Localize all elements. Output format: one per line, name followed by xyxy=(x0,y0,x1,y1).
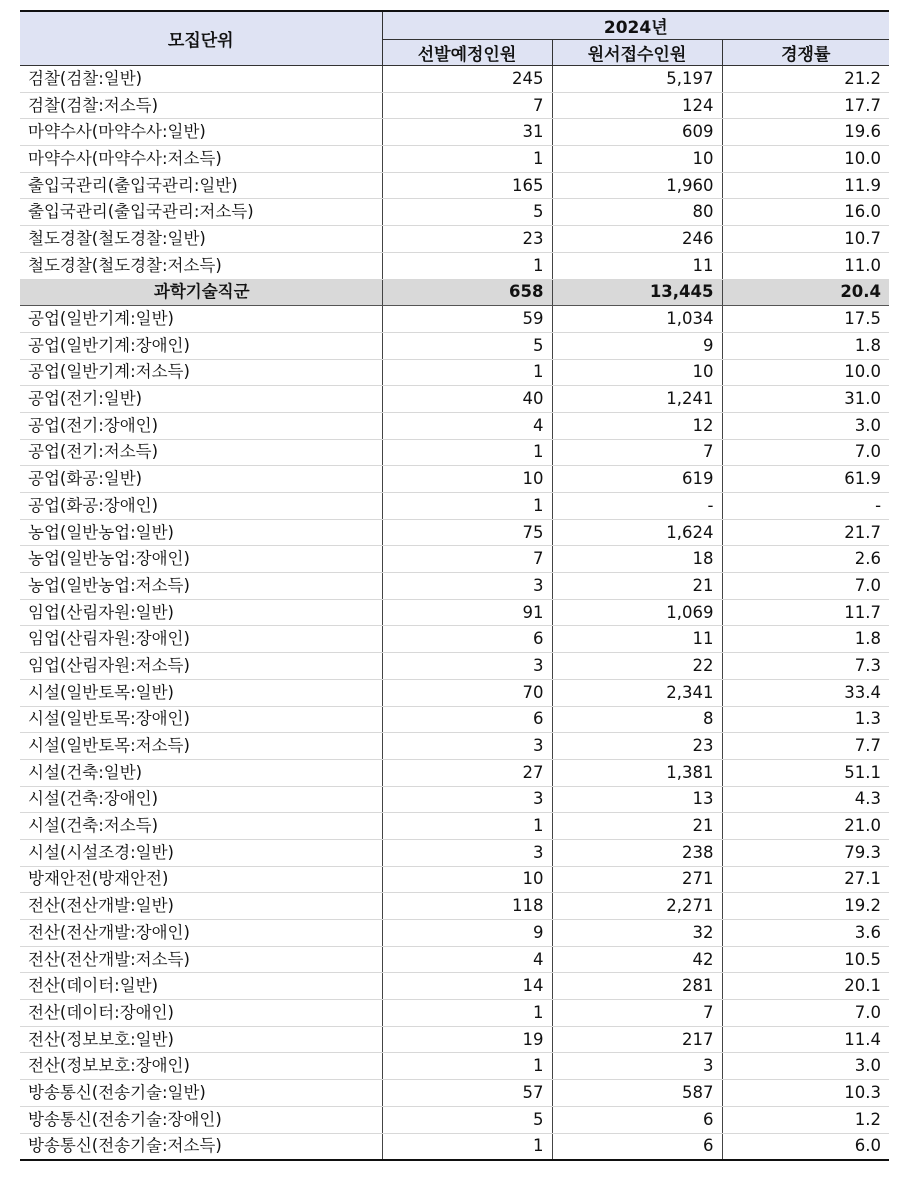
table-row xyxy=(20,119,889,146)
cell-planned: 5 xyxy=(382,199,552,226)
table-row xyxy=(20,866,889,893)
cell-unit-name: 방송통신(전송기술:저소득) xyxy=(20,1133,382,1160)
cell-applicants: 8 xyxy=(552,706,722,733)
cell-ratio: 1.3 xyxy=(722,706,889,733)
cell-ratio: 11.7 xyxy=(722,599,889,626)
cell-applicants: 619 xyxy=(552,466,722,493)
cell-unit-name: 시설(시설조경:일반) xyxy=(20,839,382,866)
table-header xyxy=(20,11,889,66)
cell-unit-name: 공업(일반기계:일반) xyxy=(20,306,382,333)
group-row xyxy=(20,279,889,306)
cell-planned: 31 xyxy=(382,119,552,146)
cell-ratio: 10.3 xyxy=(722,1080,889,1107)
cell-applicants: 587 xyxy=(552,1080,722,1107)
cell-applicants: 22 xyxy=(552,653,722,680)
cell-unit-name: 농업(일반농업:저소득) xyxy=(20,573,382,600)
cell-planned: 59 xyxy=(382,306,552,333)
cell-unit-name: 검찰(검찰:저소득) xyxy=(20,92,382,119)
cell-planned: 245 xyxy=(382,66,552,93)
cell-ratio: 1.8 xyxy=(722,332,889,359)
table-row xyxy=(20,893,889,920)
cell-planned: 75 xyxy=(382,519,552,546)
cell-planned: 1 xyxy=(382,439,552,466)
cell-ratio: 1.8 xyxy=(722,626,889,653)
table-row xyxy=(20,252,889,279)
cell-ratio: 27.1 xyxy=(722,866,889,893)
cell-planned: 6 xyxy=(382,706,552,733)
cell-unit-name: 전산(데이터:장애인) xyxy=(20,1000,382,1027)
table-row xyxy=(20,66,889,93)
cell-applicants: 2,271 xyxy=(552,893,722,920)
table-row xyxy=(20,973,889,1000)
cell-ratio: 3.6 xyxy=(722,920,889,947)
cell-planned: 27 xyxy=(382,759,552,786)
cell-ratio: 61.9 xyxy=(722,466,889,493)
cell-ratio: 21.0 xyxy=(722,813,889,840)
cell-planned: 3 xyxy=(382,786,552,813)
cell-planned: 658 xyxy=(382,279,552,306)
cell-planned: 1 xyxy=(382,813,552,840)
cell-unit-name: 시설(일반토목:장애인) xyxy=(20,706,382,733)
cell-planned: 1 xyxy=(382,1000,552,1027)
cell-unit-name: 방재안전(방재안전) xyxy=(20,866,382,893)
cell-unit-name: 시설(건축:일반) xyxy=(20,759,382,786)
cell-applicants: 32 xyxy=(552,920,722,947)
cell-planned: 3 xyxy=(382,573,552,600)
cell-planned: 7 xyxy=(382,92,552,119)
header-planned: 선발예정인원 xyxy=(382,39,552,66)
table-row xyxy=(20,813,889,840)
table-row xyxy=(20,839,889,866)
cell-applicants: 238 xyxy=(552,839,722,866)
cell-unit-name: 임업(산림자원:일반) xyxy=(20,599,382,626)
cell-ratio: 17.5 xyxy=(722,306,889,333)
table-row xyxy=(20,1026,889,1053)
table-row xyxy=(20,599,889,626)
cell-planned: 1 xyxy=(382,1053,552,1080)
cell-applicants: 12 xyxy=(552,412,722,439)
cell-unit-name: 방송통신(전송기술:장애인) xyxy=(20,1106,382,1133)
table-row xyxy=(20,786,889,813)
cell-applicants: 18 xyxy=(552,546,722,573)
cell-applicants: 1,069 xyxy=(552,599,722,626)
cell-applicants: 21 xyxy=(552,813,722,840)
table-row xyxy=(20,1080,889,1107)
cell-unit-name: 임업(산림자원:장애인) xyxy=(20,626,382,653)
table-row xyxy=(20,92,889,119)
header-year: 2024년 xyxy=(382,11,889,39)
cell-ratio: 11.4 xyxy=(722,1026,889,1053)
table-row xyxy=(20,1000,889,1027)
cell-applicants: 3 xyxy=(552,1053,722,1080)
cell-planned: 1 xyxy=(382,146,552,173)
header-unit: 모집단위 xyxy=(20,11,382,66)
cell-ratio: 7.3 xyxy=(722,653,889,680)
table-row xyxy=(20,359,889,386)
cell-unit-name: 출입국관리(출입국관리:저소득) xyxy=(20,199,382,226)
cell-ratio: 7.0 xyxy=(722,439,889,466)
cell-unit-name: 농업(일반농업:장애인) xyxy=(20,546,382,573)
cell-ratio: 21.7 xyxy=(722,519,889,546)
cell-ratio: 33.4 xyxy=(722,679,889,706)
cell-ratio: 4.3 xyxy=(722,786,889,813)
cell-ratio: 10.7 xyxy=(722,226,889,253)
cell-unit-name: 시설(건축:저소득) xyxy=(20,813,382,840)
cell-unit-name: 전산(전산개발:저소득) xyxy=(20,946,382,973)
cell-applicants: 11 xyxy=(552,626,722,653)
cell-ratio: 6.0 xyxy=(722,1133,889,1160)
table-row xyxy=(20,573,889,600)
cell-unit-name: 과학기술직군 xyxy=(20,279,382,306)
cell-unit-name: 출입국관리(출입국관리:일반) xyxy=(20,172,382,199)
cell-unit-name: 공업(전기:일반) xyxy=(20,386,382,413)
cell-applicants: 23 xyxy=(552,733,722,760)
cell-planned: 10 xyxy=(382,866,552,893)
cell-planned: 9 xyxy=(382,920,552,947)
header-ratio: 경쟁률 xyxy=(722,39,889,66)
table-row xyxy=(20,733,889,760)
cell-ratio: 1.2 xyxy=(722,1106,889,1133)
cell-ratio: 79.3 xyxy=(722,839,889,866)
cell-planned: 23 xyxy=(382,226,552,253)
cell-planned: 1 xyxy=(382,493,552,520)
table-row xyxy=(20,466,889,493)
cell-ratio: 19.6 xyxy=(722,119,889,146)
cell-applicants: 10 xyxy=(552,146,722,173)
cell-planned: 4 xyxy=(382,412,552,439)
cell-applicants: 10 xyxy=(552,359,722,386)
cell-unit-name: 공업(화공:장애인) xyxy=(20,493,382,520)
table-row xyxy=(20,332,889,359)
table-row xyxy=(20,626,889,653)
cell-unit-name: 시설(일반토목:일반) xyxy=(20,679,382,706)
cell-unit-name: 공업(전기:장애인) xyxy=(20,412,382,439)
cell-ratio: 7.0 xyxy=(722,1000,889,1027)
cell-ratio: 21.2 xyxy=(722,66,889,93)
cell-ratio: 10.0 xyxy=(722,359,889,386)
cell-applicants: 13,445 xyxy=(552,279,722,306)
cell-applicants: 1,241 xyxy=(552,386,722,413)
cell-unit-name: 전산(정보보호:일반) xyxy=(20,1026,382,1053)
cell-applicants: 11 xyxy=(552,252,722,279)
cell-unit-name: 전산(전산개발:장애인) xyxy=(20,920,382,947)
cell-applicants: 1,034 xyxy=(552,306,722,333)
cell-applicants: 1,381 xyxy=(552,759,722,786)
cell-unit-name: 전산(정보보호:장애인) xyxy=(20,1053,382,1080)
cell-ratio: 19.2 xyxy=(722,893,889,920)
table-row xyxy=(20,1053,889,1080)
cell-planned: 40 xyxy=(382,386,552,413)
cell-applicants: 6 xyxy=(552,1133,722,1160)
cell-unit-name: 마약수사(마약수사:저소득) xyxy=(20,146,382,173)
cell-applicants: 281 xyxy=(552,973,722,1000)
table-row xyxy=(20,759,889,786)
cell-applicants: 271 xyxy=(552,866,722,893)
table-row xyxy=(20,1133,889,1160)
cell-ratio: 10.0 xyxy=(722,146,889,173)
table-row xyxy=(20,306,889,333)
cell-planned: 10 xyxy=(382,466,552,493)
cell-planned: 1 xyxy=(382,252,552,279)
table-row xyxy=(20,493,889,520)
cell-applicants: 1,624 xyxy=(552,519,722,546)
cell-applicants: 7 xyxy=(552,439,722,466)
table-row xyxy=(20,146,889,173)
table-row xyxy=(20,412,889,439)
cell-ratio: 11.0 xyxy=(722,252,889,279)
table-row xyxy=(20,386,889,413)
cell-applicants: 246 xyxy=(552,226,722,253)
cell-unit-name: 임업(산림자원:저소득) xyxy=(20,653,382,680)
cell-applicants: 13 xyxy=(552,786,722,813)
cell-applicants: 1,960 xyxy=(552,172,722,199)
table-row xyxy=(20,706,889,733)
table-row xyxy=(20,946,889,973)
cell-planned: 165 xyxy=(382,172,552,199)
cell-planned: 70 xyxy=(382,679,552,706)
header-applicants: 원서접수인원 xyxy=(552,39,722,66)
table-row xyxy=(20,172,889,199)
table-row xyxy=(20,519,889,546)
cell-ratio: 17.7 xyxy=(722,92,889,119)
cell-applicants: 2,341 xyxy=(552,679,722,706)
recruitment-table-wrapper xyxy=(20,10,889,1161)
cell-planned: 1 xyxy=(382,359,552,386)
cell-ratio: 31.0 xyxy=(722,386,889,413)
table-row xyxy=(20,199,889,226)
table-row xyxy=(20,920,889,947)
cell-ratio: 3.0 xyxy=(722,1053,889,1080)
cell-planned: 3 xyxy=(382,839,552,866)
cell-ratio: 11.9 xyxy=(722,172,889,199)
cell-ratio: 16.0 xyxy=(722,199,889,226)
cell-unit-name: 공업(일반기계:장애인) xyxy=(20,332,382,359)
cell-applicants: 217 xyxy=(552,1026,722,1053)
cell-applicants: 6 xyxy=(552,1106,722,1133)
cell-planned: 14 xyxy=(382,973,552,1000)
cell-unit-name: 시설(건축:장애인) xyxy=(20,786,382,813)
cell-unit-name: 전산(전산개발:일반) xyxy=(20,893,382,920)
cell-ratio: 20.4 xyxy=(722,279,889,306)
cell-applicants: 9 xyxy=(552,332,722,359)
cell-unit-name: 공업(일반기계:저소득) xyxy=(20,359,382,386)
cell-planned: 5 xyxy=(382,1106,552,1133)
cell-planned: 6 xyxy=(382,626,552,653)
table-row xyxy=(20,226,889,253)
cell-unit-name: 공업(전기:저소득) xyxy=(20,439,382,466)
cell-planned: 118 xyxy=(382,893,552,920)
cell-ratio: 3.0 xyxy=(722,412,889,439)
cell-ratio: 2.6 xyxy=(722,546,889,573)
cell-unit-name: 전산(데이터:일반) xyxy=(20,973,382,1000)
cell-planned: 19 xyxy=(382,1026,552,1053)
cell-applicants: 7 xyxy=(552,1000,722,1027)
cell-applicants: 21 xyxy=(552,573,722,600)
table-row xyxy=(20,679,889,706)
recruitment-table xyxy=(20,10,889,1161)
cell-planned: 7 xyxy=(382,546,552,573)
cell-planned: 91 xyxy=(382,599,552,626)
cell-applicants: - xyxy=(552,493,722,520)
cell-unit-name: 철도경찰(철도경찰:저소득) xyxy=(20,252,382,279)
cell-applicants: 5,197 xyxy=(552,66,722,93)
cell-ratio: 7.0 xyxy=(722,573,889,600)
table-row xyxy=(20,653,889,680)
cell-planned: 4 xyxy=(382,946,552,973)
cell-unit-name: 마약수사(마약수사:일반) xyxy=(20,119,382,146)
cell-unit-name: 방송통신(전송기술:일반) xyxy=(20,1080,382,1107)
cell-ratio: 10.5 xyxy=(722,946,889,973)
cell-planned: 5 xyxy=(382,332,552,359)
cell-applicants: 42 xyxy=(552,946,722,973)
cell-applicants: 609 xyxy=(552,119,722,146)
table-row xyxy=(20,439,889,466)
cell-planned: 1 xyxy=(382,1133,552,1160)
cell-applicants: 80 xyxy=(552,199,722,226)
table-row xyxy=(20,1106,889,1133)
cell-unit-name: 농업(일반농업:일반) xyxy=(20,519,382,546)
cell-unit-name: 시설(일반토목:저소득) xyxy=(20,733,382,760)
cell-ratio: - xyxy=(722,493,889,520)
cell-ratio: 7.7 xyxy=(722,733,889,760)
cell-unit-name: 공업(화공:일반) xyxy=(20,466,382,493)
cell-planned: 57 xyxy=(382,1080,552,1107)
cell-ratio: 20.1 xyxy=(722,973,889,1000)
cell-unit-name: 철도경찰(철도경찰:일반) xyxy=(20,226,382,253)
cell-planned: 3 xyxy=(382,653,552,680)
table-row xyxy=(20,546,889,573)
table-body xyxy=(20,66,889,1161)
cell-applicants: 124 xyxy=(552,92,722,119)
cell-unit-name: 검찰(검찰:일반) xyxy=(20,66,382,93)
cell-ratio: 51.1 xyxy=(722,759,889,786)
cell-planned: 3 xyxy=(382,733,552,760)
